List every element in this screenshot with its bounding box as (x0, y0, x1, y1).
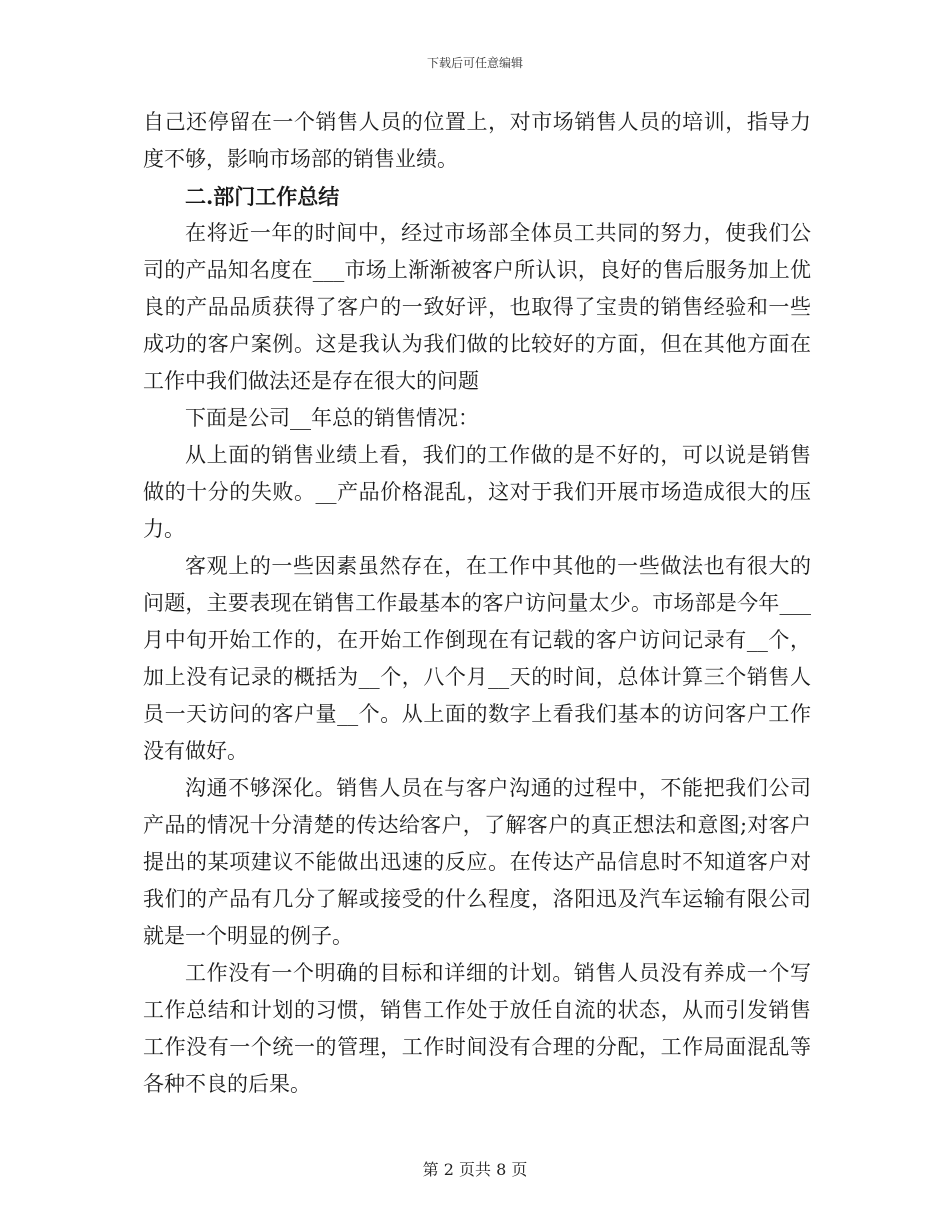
page-number-footer: 第 2 页共 8 页 (422, 1160, 528, 1179)
paragraph: 从上面的销售业绩上看，我们的工作做的是不好的，可以说是销售做的十分的失败。__产品价格混乱，这对于我们开展市场造成很大的压力。 (143, 443, 811, 541)
paragraph: 在将近一年的时间中，经过市场部全体员工共同的努力，使我们公司的产品知名度在___市场上渐渐被客户所认识，良好的售后服务加上优良的产品品质获得了客户的一致好评，也取得了宝贵的销售经验和一些成功的客户案例。这是我认为我们做的比较好的方面，但在其他方面在工作中我们做法还是存在很大的问题 (143, 221, 811, 393)
paragraph: 下面是公司__年总的销售情况： (185, 406, 479, 430)
document-body (143, 104, 811, 1103)
paragraph: 客观上的一些因素虽然存在，在工作中其他的一些做法也有很大的问题，主要表现在销售工作最基本的客户访问量太少。市场部是今年___月中旬开始工作的，在开始工作倒现在有记载的客户访问记录有__个，加上没有记录的概括为__个，八个月__天的时间，总体计算三个销售人员一天访问的客户量__个。从上面的数字上看我们基本的访问客户工作没有做好。 (143, 554, 811, 763)
page-header: 下载后可任意编辑 (426, 56, 523, 70)
paragraph: 工作没有一个明确的目标和详细的计划。销售人员没有养成一个写工作总结和计划的习惯，销售工作处于放任自流的状态，从而引发销售工作没有一个统一的管理，工作时间没有合理的分配，工作局面混乱等各种不良的后果。 (143, 961, 811, 1096)
paragraph: 沟通不够深化。销售人员在与客户沟通的过程中，不能把我们公司产品的情况十分清楚的传达给客户，了解客户的真正想法和意图;对客户提出的某项建议不能做出迅速的反应。在传达产品信息时不知道客户对我们的产品有几分了解或接受的什么程度，洛阳迅及汽车运输有限公司就是一个明显的例子。 (143, 776, 811, 948)
paragraph-continued: 自己还停留在一个销售人员的位置上，对市场销售人员的培训，指导力度不够，影响市场部的销售业绩。 (143, 110, 811, 171)
section-heading: 二.部门工作总结 (185, 184, 340, 209)
